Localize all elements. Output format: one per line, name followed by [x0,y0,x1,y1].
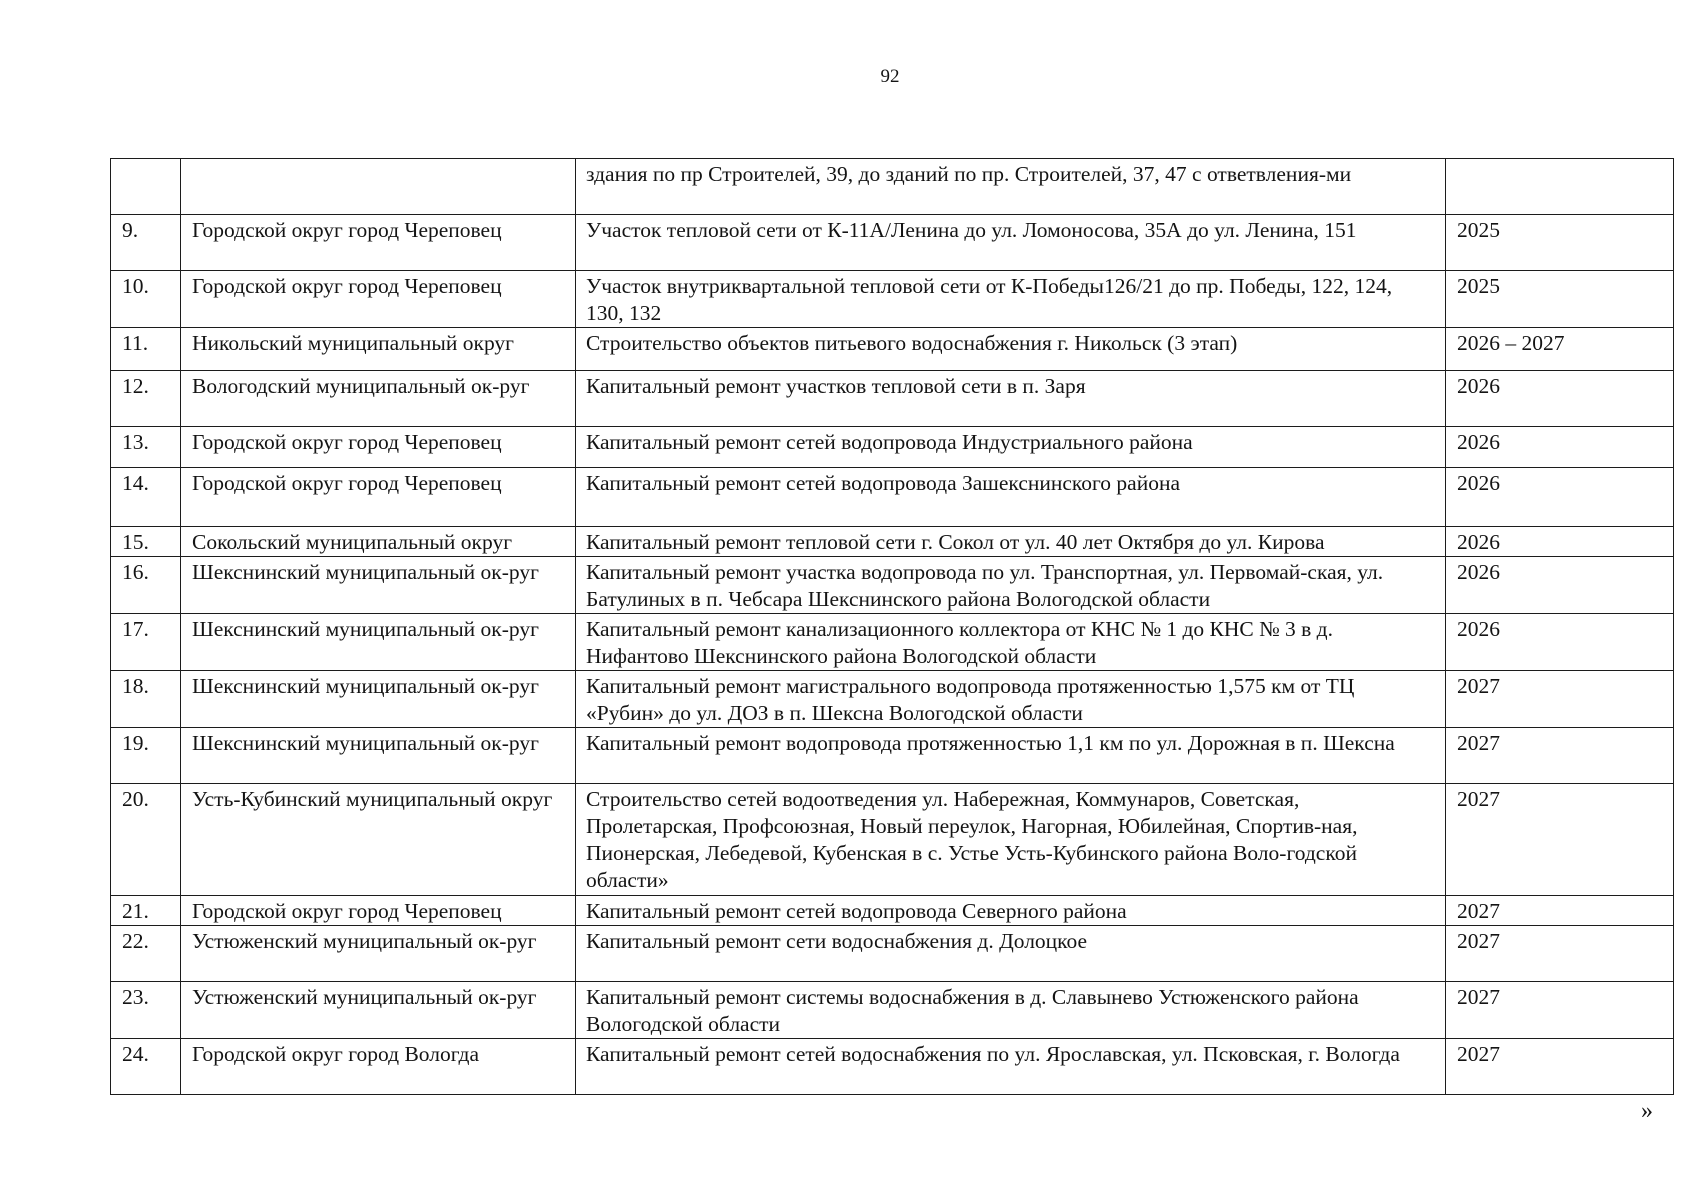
municipality-cell: Городской округ город Череповец [181,896,576,926]
table-row [111,527,1674,557]
year-cell: 2027 [1446,982,1674,1039]
object-cell: Капитальный ремонт сетей водопровода Индустриального района [576,427,1446,468]
object-cell: Капитальный ремонт участка водопровода по ул. Транспортная, ул. Первомай-ская, ул. Батулиных в п. Чебсара Шекснинского района Вологодской области [576,557,1446,614]
object-cell: Капитальный ремонт системы водоснабжения в д. Славынево Устюженского района Вологодской области [576,982,1446,1039]
object-cell: Капитальный ремонт сетей водопровода Зашекснинского района [576,468,1446,527]
object-cell: Строительство сетей водоотведения ул. Набережная, Коммунаров, Советская, Пролетарская, Профсоюзная, Новый переулок, Нагорная, Юбилейная, Спортив-ная, Пионерская, Лебедевой, Кубенская в с. Устье Усть-Кубинского района Воло-годской области» [576,784,1446,896]
object-cell: Капитальный ремонт канализационного коллектора от КНС № 1 до КНС № 3 в д. Нифантово Шекснинского района Вологодской области [576,614,1446,671]
row-number: 18. [111,671,181,728]
object-cell: Капитальный ремонт водопровода протяженностью 1,1 км по ул. Дорожная в п. Шексна [576,728,1446,784]
municipality-cell: Городской округ город Череповец [181,427,576,468]
row-number: 24. [111,1039,181,1095]
page-number: 92 [880,66,900,87]
year-cell: 2026 – 2027 [1446,328,1674,371]
table-row [111,896,1674,926]
year-cell: 2027 [1446,926,1674,982]
year-cell: 2027 [1446,784,1674,896]
object-cell: Капитальный ремонт тепловой сети г. Сокол от ул. 40 лет Октября до ул. Кирова [576,527,1446,557]
year-cell: 2026 [1446,614,1674,671]
municipality-cell: Устюженский муниципальный ок-руг [181,926,576,982]
year-cell [1446,159,1674,215]
municipality-cell: Шекснинский муниципальный ок-руг [181,671,576,728]
row-number: 10. [111,271,181,328]
table-row [111,271,1674,328]
year-cell: 2027 [1446,671,1674,728]
year-cell: 2026 [1446,371,1674,427]
municipality-cell: Городской округ город Череповец [181,215,576,271]
row-number: 14. [111,468,181,527]
table-row [111,557,1674,614]
table-row [111,215,1674,271]
municipality-cell: Городской округ город Череповец [181,271,576,328]
closing-quote: » [1641,1098,1653,1124]
row-number: 21. [111,896,181,926]
year-cell: 2027 [1446,728,1674,784]
object-cell: Строительство объектов питьевого водоснабжения г. Никольск (3 этап) [576,328,1446,371]
row-number: 16. [111,557,181,614]
row-number: 20. [111,784,181,896]
year-cell: 2026 [1446,557,1674,614]
municipality-cell [181,159,576,215]
table-row [111,1039,1674,1095]
row-number: 22. [111,926,181,982]
year-cell: 2025 [1446,271,1674,328]
municipality-cell: Никольский муниципальный округ [181,328,576,371]
table-row [111,671,1674,728]
table-row [111,982,1674,1039]
municipality-cell: Городской округ город Вологда [181,1039,576,1095]
municipality-cell: Шекснинский муниципальный ок-руг [181,614,576,671]
table-row [111,371,1674,427]
row-number: 9. [111,215,181,271]
table-row [111,159,1674,215]
table-row [111,328,1674,371]
row-number: 23. [111,982,181,1039]
table-row [111,614,1674,671]
row-number: 12. [111,371,181,427]
table-row [111,926,1674,982]
row-number: 15. [111,527,181,557]
municipality-cell: Сокольский муниципальный округ [181,527,576,557]
year-cell: 2027 [1446,896,1674,926]
year-cell: 2026 [1446,527,1674,557]
table-row [111,784,1674,896]
object-cell: Участок внутриквартальной тепловой сети от К-Победы126/21 до пр. Победы, 122, 124, 130, 132 [576,271,1446,328]
row-number: 17. [111,614,181,671]
object-cell: Капитальный ремонт сетей водоснабжения по ул. Ярославская, ул. Псковская, г. Вологда [576,1039,1446,1095]
municipality-cell: Устюженский муниципальный ок-руг [181,982,576,1039]
object-cell: Капитальный ремонт участков тепловой сети в п. Заря [576,371,1446,427]
year-cell: 2026 [1446,468,1674,527]
municipality-cell: Городской округ город Череповец [181,468,576,527]
year-cell: 2027 [1446,1039,1674,1095]
municipality-cell: Шекснинский муниципальный ок-руг [181,557,576,614]
object-cell: Капитальный ремонт сетей водопровода Северного района [576,896,1446,926]
row-number: 11. [111,328,181,371]
object-cell: Капитальный ремонт сети водоснабжения д. Долоцкое [576,926,1446,982]
municipality-cell: Вологодский муниципальный ок-руг [181,371,576,427]
table-row [111,427,1674,468]
row-number: 13. [111,427,181,468]
table-row [111,728,1674,784]
object-cell: Капитальный ремонт магистрального водопровода протяженностью 1,575 км от ТЦ «Рубин» до ул. ДОЗ в п. Шексна Вологодской области [576,671,1446,728]
row-number [111,159,181,215]
object-cell: здания по пр Строителей, 39, до зданий по пр. Строителей, 37, 47 с ответвления-ми [576,159,1446,215]
municipality-cell: Шекснинский муниципальный ок-руг [181,728,576,784]
object-cell: Участок тепловой сети от К-11А/Ленина до ул. Ломоносова, 35А до ул. Ленина, 151 [576,215,1446,271]
row-number: 19. [111,728,181,784]
municipality-cell: Усть-Кубинский муниципальный округ [181,784,576,896]
year-cell: 2025 [1446,215,1674,271]
table-row [111,468,1674,527]
year-cell: 2026 [1446,427,1674,468]
objects-table [110,158,1674,1095]
